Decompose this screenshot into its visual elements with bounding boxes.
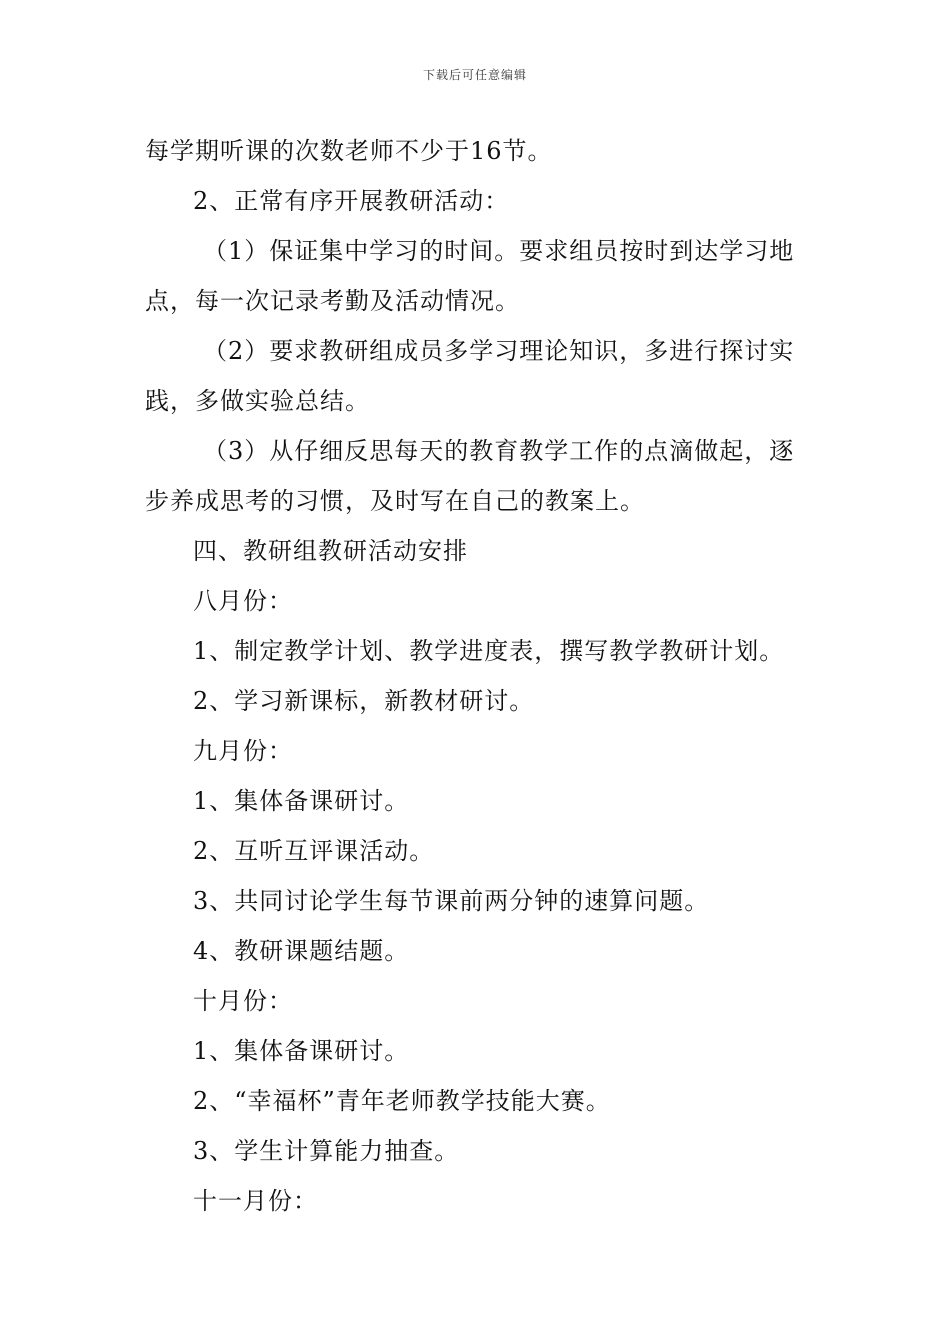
paragraph-line: （3）从仔细反思每天的教育教学工作的点滴做起，逐 (203, 437, 795, 465)
page-header-note: 下载后可任意编辑 (422, 68, 527, 82)
list-item: 1、集体备课研讨。 (193, 787, 410, 815)
list-item: 2、学习新课标，新教材研讨。 (193, 687, 535, 715)
document-body (145, 126, 810, 1226)
month-heading: 十月份： (193, 987, 293, 1015)
list-item: 3、共同讨论学生每节课前两分钟的速算问题。 (193, 887, 710, 915)
month-heading: 九月份： (193, 737, 293, 765)
paragraph-line: 2、正常有序开展教研活动： (193, 187, 510, 215)
list-item: 3、学生计算能力抽查。 (193, 1137, 460, 1165)
list-item: 1、制定教学计划、教学进度表，撰写教学教研计划。 (193, 637, 785, 665)
paragraph-line: 点，每一次记录考勤及活动情况。 (145, 287, 520, 315)
month-heading: 十一月份： (193, 1187, 318, 1215)
paragraph-line: 每学期听课的次数老师不少于16节。 (145, 137, 553, 165)
paragraph-line: 践，多做实验总结。 (145, 387, 370, 415)
month-heading: 八月份： (193, 587, 293, 615)
paragraph-line: 步养成思考的习惯，及时写在自己的教案上。 (145, 487, 645, 515)
list-item: 2、互听互评课活动。 (193, 837, 435, 865)
list-item: 4、教研课题结题。 (193, 937, 410, 965)
list-item: 1、集体备课研讨。 (193, 1037, 410, 1065)
section-heading: 四、教研组教研活动安排 (193, 537, 468, 565)
paragraph-line: （2）要求教研组成员多学习理论知识，多进行探讨实 (203, 337, 795, 365)
paragraph-line: （1）保证集中学习的时间。要求组员按时到达学习地 (203, 237, 795, 265)
list-item: 2、“幸福杯”青年老师教学技能大赛。 (193, 1087, 611, 1115)
